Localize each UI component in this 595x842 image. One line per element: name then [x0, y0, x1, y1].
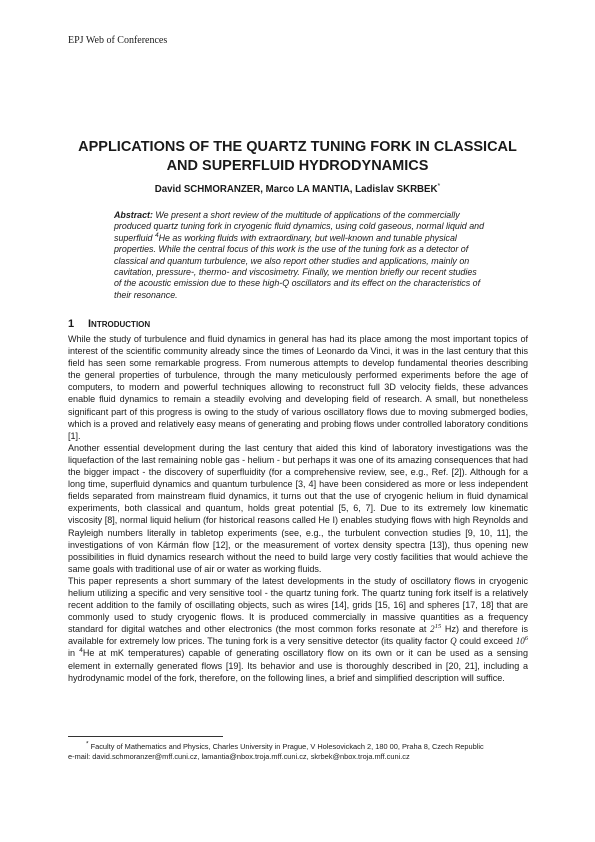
author-names: David SCHMORANZER, Marco LA MANTIA, Ladislav SKRBEK [154, 184, 438, 195]
p3-text-d: in [68, 648, 80, 659]
abstract [114, 210, 486, 301]
math-q: Q [450, 636, 457, 647]
abstract-text-2: He as working fluids with extraordinary, but well-known and tunable physical properties. While the central focus of this work is the use of the tuning fork as a detector of classical and quantum turbulence, we also report other studies and applications, mainly on cavitation, pressure-, thermo- and viscosimetry. Finally, we mention briefly our recent studies of the acoustic emission due to these high-Q oscillators and its effect on the characteristics of their resonance. [114, 232, 481, 300]
running-head: EPJ Web of Conferences [68, 35, 168, 46]
math-ten: 10 [515, 636, 525, 647]
paragraph-1: While the study of turbulence and fluid dynamics in general has had its place among the most important topics of interest of the scientific community already since the times of Leonardo da Vinci, it was in the last century that this field has seen some remarkable progress. From numerous attempts to develop fundamental theories describing the general properties of turbulence, through the many meticulously performed experiments before the age of computers, to modern and powerful techniques allowing to reconstruct full 3D velocity fields, these advances enable fluid dynamics to remain a steadily evolving and developing field of research. A small, but nonetheless significant part of this progress is owing to the study of various oscillatory flows due to moving submerged bodies, which is a proved and relatively easy means of generating and probing flows under controlled laboratory conditions [1]. [68, 334, 528, 441]
body-text [68, 333, 528, 684]
p3-text-e: He at mK temperatures) capable of generating oscillatory flow on its own or it can be used as a sensing element in externally generated flows [19]. Its behavior and use is thoroughly described in [20, 21], including a hydrodynamic model of the fork, therefore, on the following lines, a brief and simplified description will suffice. [68, 648, 528, 683]
footnote-marker: * [86, 740, 89, 748]
section-title: Introduction [88, 318, 151, 330]
footnote-line-2: e-mail: david.schmoranzer@mff.cuni.cz, lamantia@nbox.troja.mff.cuni.cz, skrbek@nbox.troja.mff.cuni.cz [68, 751, 410, 761]
paragraph-2: Another essential development during the last century that aided this kind of laboratory investigations was the liquefaction of the last remaining noble gas - helium - but perhaps it was one of its amazing consequences that had the bigger impact - the discovery of superfluidity (for a comprehensive review, see, e.g., Ref. [2]). Although for a long time, superfluid dynamics and quantum turbulence [3, 4] have been considered as more or less independent fields separated from mainstream fluid dynamics, it turns out that the use of cryogenic helium in fluid dynamical experiments, both classical and quantum, holds great potential [5, 6, 7]. Due to its extremely low kinematic viscosity [8], normal liquid helium (for historical reasons called He I) enables studying flows with high Reynolds and Rayleigh numbers literally in tabletop experiments (see, e.g., the turbulent convection studies [9, 10, 11], the investigations of von Kármán flow [12], or the measurement of vortex density spectra [13]), thus opening new possibilities in fluid dynamics research without the need to build large very costly facilities that would achieve the same goals with traditional use of air or water as working fluids. [68, 442, 528, 574]
p3-text-c: could exceed [456, 636, 516, 647]
abstract-text-1: We present a short review of the multitude of applications of the commercially produced quartz tuning fork in cryogenic fluid dynamics, using cold gaseous, normal liquid and superfluid [114, 210, 485, 243]
footnote-rule [68, 736, 223, 737]
title-line-2: AND SUPERFLUID HYDRODYNAMICS [166, 158, 429, 174]
p3-text-a: This paper represents a short summary of the latest developments in the study of oscillatory flows in cryogenic helium utilizing a specific and very sensitive tool - the quartz tuning fork. The quartz tuning fork itself is a relatively recent addition to the family of oscillating objects, such as wires [14], grids [15, 16] and spheres [17, 18] that are commonly used to study cryogenic flows. It is produced commercially in massive quantities as a frequency standard for digital watches and other electronics (the most common forks resonate at [68, 575, 528, 635]
section-number: 1 [68, 318, 75, 330]
math-exp-6: 6 [524, 635, 528, 643]
author-list [60, 184, 535, 195]
author-footnote-marker: * [437, 182, 441, 190]
abstract-isotope-sup: 4 [154, 231, 159, 239]
math-exp-15: 15 [434, 623, 442, 631]
section-heading [68, 318, 150, 330]
title-line-1: APPLICATIONS OF THE QUARTZ TUNING FORK IN CLASSICAL [78, 139, 517, 155]
paper-title [60, 138, 535, 176]
math-base-2: 2 [430, 624, 435, 635]
footnote [68, 742, 528, 761]
paragraph-3 [68, 575, 528, 684]
abstract-label: Abstract: [114, 210, 153, 220]
p3-text-b: Hz) and therefore is available for extremely low prices. The tuning fork is a very sensitive detector (its quality factor [68, 624, 528, 647]
isotope-sup-4: 4 [79, 647, 83, 655]
footnote-affiliation: Faculty of Mathematics and Physics, Charles University in Prague, V Holesovickach 2, 180 00, Praha 8, Czech Republic [88, 742, 484, 751]
footnote-line-1 [68, 742, 528, 752]
